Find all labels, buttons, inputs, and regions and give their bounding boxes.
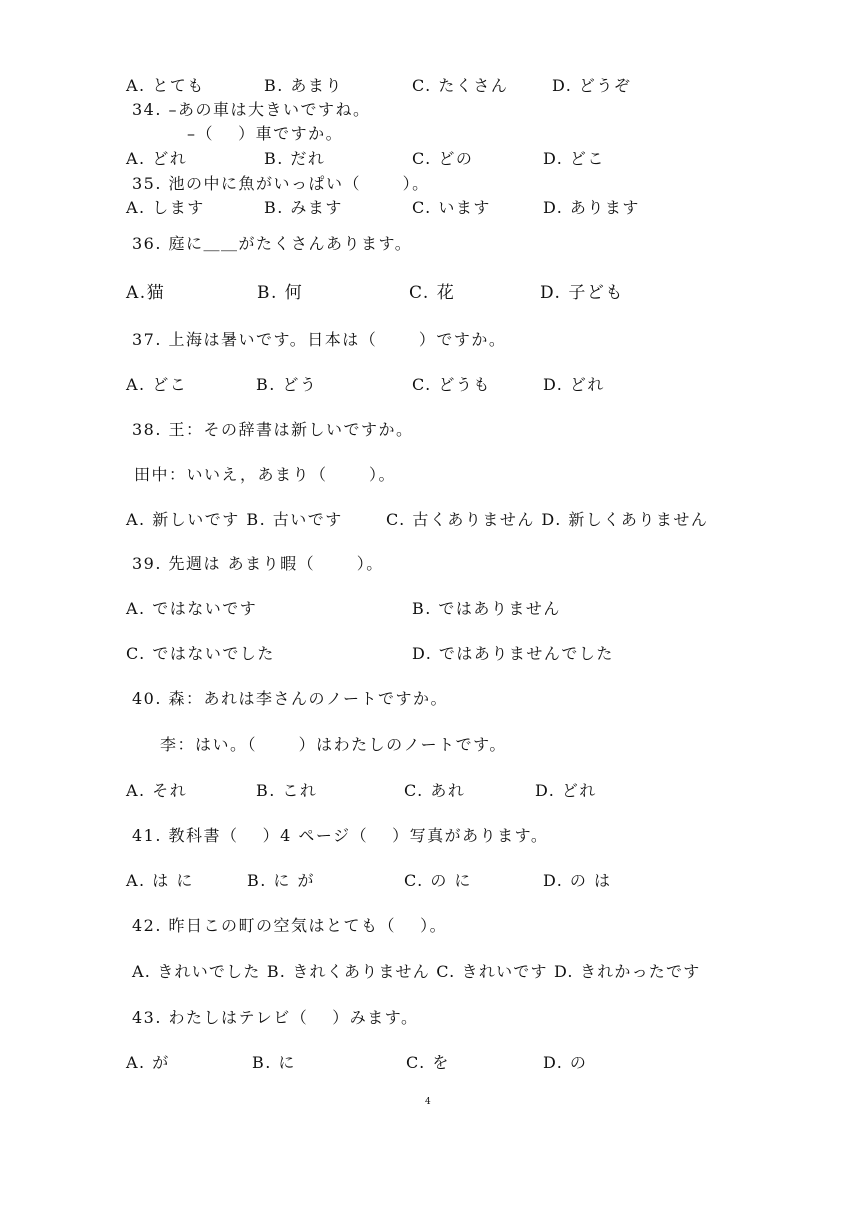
q39-option-a: A. ではないです xyxy=(126,599,258,618)
q39-option-c: C. ではないでした xyxy=(126,644,275,663)
q34-option-b: B. だれ xyxy=(264,149,326,168)
q33-option-a: A. とても xyxy=(126,76,205,95)
q36-option-d: D. 子ども xyxy=(540,283,624,303)
q37-option-d: D. どれ xyxy=(543,375,605,394)
q38-options-ab: A. 新しいです B. 古いです xyxy=(126,510,343,529)
q41-option-b: B. に が xyxy=(247,871,316,890)
q39-option-b: B. ではありません xyxy=(412,599,561,618)
q36-option-b: B. 何 xyxy=(257,283,304,303)
q41-option-a: A. は に xyxy=(126,871,194,890)
q38-line2: 田中：いいえ，あまり（ ）。 xyxy=(134,465,397,484)
q34-line2: –（ ）車ですか。 xyxy=(187,124,344,143)
q33-option-c: C. たくさん xyxy=(412,76,509,95)
q42-stem: 42. 昨日この町の空気はとても（ ）。 xyxy=(132,916,448,935)
q43-stem: 43. わたしはテレビ（ ）みます。 xyxy=(132,1008,419,1027)
q34-line1: 34. –あの車は大きいですね。 xyxy=(132,100,371,119)
q40-option-c: C. あれ xyxy=(404,781,466,800)
q37-option-b: B. どう xyxy=(256,375,318,394)
q43-option-a: A. が xyxy=(126,1053,170,1072)
q43-option-b: B. に xyxy=(252,1053,296,1072)
q35-option-b: B. みます xyxy=(264,198,343,217)
q36-option-c: C. 花 xyxy=(409,283,456,303)
page-number: 4 xyxy=(425,1097,431,1107)
q38-options-cd: C. 古くありません D. 新しくありません xyxy=(386,510,709,529)
q34-option-d: D. どこ xyxy=(543,149,605,168)
q35-option-a: A. します xyxy=(126,198,205,217)
q38-line1: 38. 王：その辞書は新しいですか。 xyxy=(132,420,414,439)
q33-option-b: B. あまり xyxy=(264,76,343,95)
q41-option-c: C. の に xyxy=(404,871,472,890)
q43-option-c: C. を xyxy=(406,1053,450,1072)
q39-stem: 39. 先週は あまり暇（ ）。 xyxy=(132,554,384,573)
q43-option-d: D. の xyxy=(543,1053,588,1072)
q40-option-d: D. どれ xyxy=(535,781,597,800)
q34-option-c: C. どの xyxy=(412,149,474,168)
q35-stem: 35. 池の中に魚がいっぱい（ ）。 xyxy=(132,174,430,193)
q34-option-a: A. どれ xyxy=(126,149,188,168)
q33-option-d: D. どうぞ xyxy=(552,76,632,95)
q40-line2: 李：はい。（ ）はわたしのノートです。 xyxy=(160,735,507,754)
q37-stem: 37. 上海は暑いです。日本は（ ）ですか。 xyxy=(132,330,507,349)
q36-stem: 36. 庭に＿＿がたくさんあります。 xyxy=(132,234,413,253)
q40-option-b: B. これ xyxy=(256,781,318,800)
q41-option-d: D. の は xyxy=(543,871,612,890)
q40-line1: 40. 森：あれは李さんのノートですか。 xyxy=(132,689,449,708)
q35-option-d: D. あります xyxy=(543,198,640,217)
q35-option-c: C. います xyxy=(412,198,491,217)
q40-option-a: A. それ xyxy=(126,781,188,800)
q37-option-c: C. どうも xyxy=(412,375,491,394)
q37-option-a: A. どこ xyxy=(126,375,188,394)
q42-options: A. きれいでした B. きれくありません C. きれいです D. きれかったです xyxy=(132,962,701,981)
q41-stem: 41. 教科書（ ）4 ページ（ ）写真があります。 xyxy=(132,826,549,845)
q36-option-a: A.猫 xyxy=(126,283,166,303)
q39-option-d: D. ではありませんでした xyxy=(412,644,614,663)
